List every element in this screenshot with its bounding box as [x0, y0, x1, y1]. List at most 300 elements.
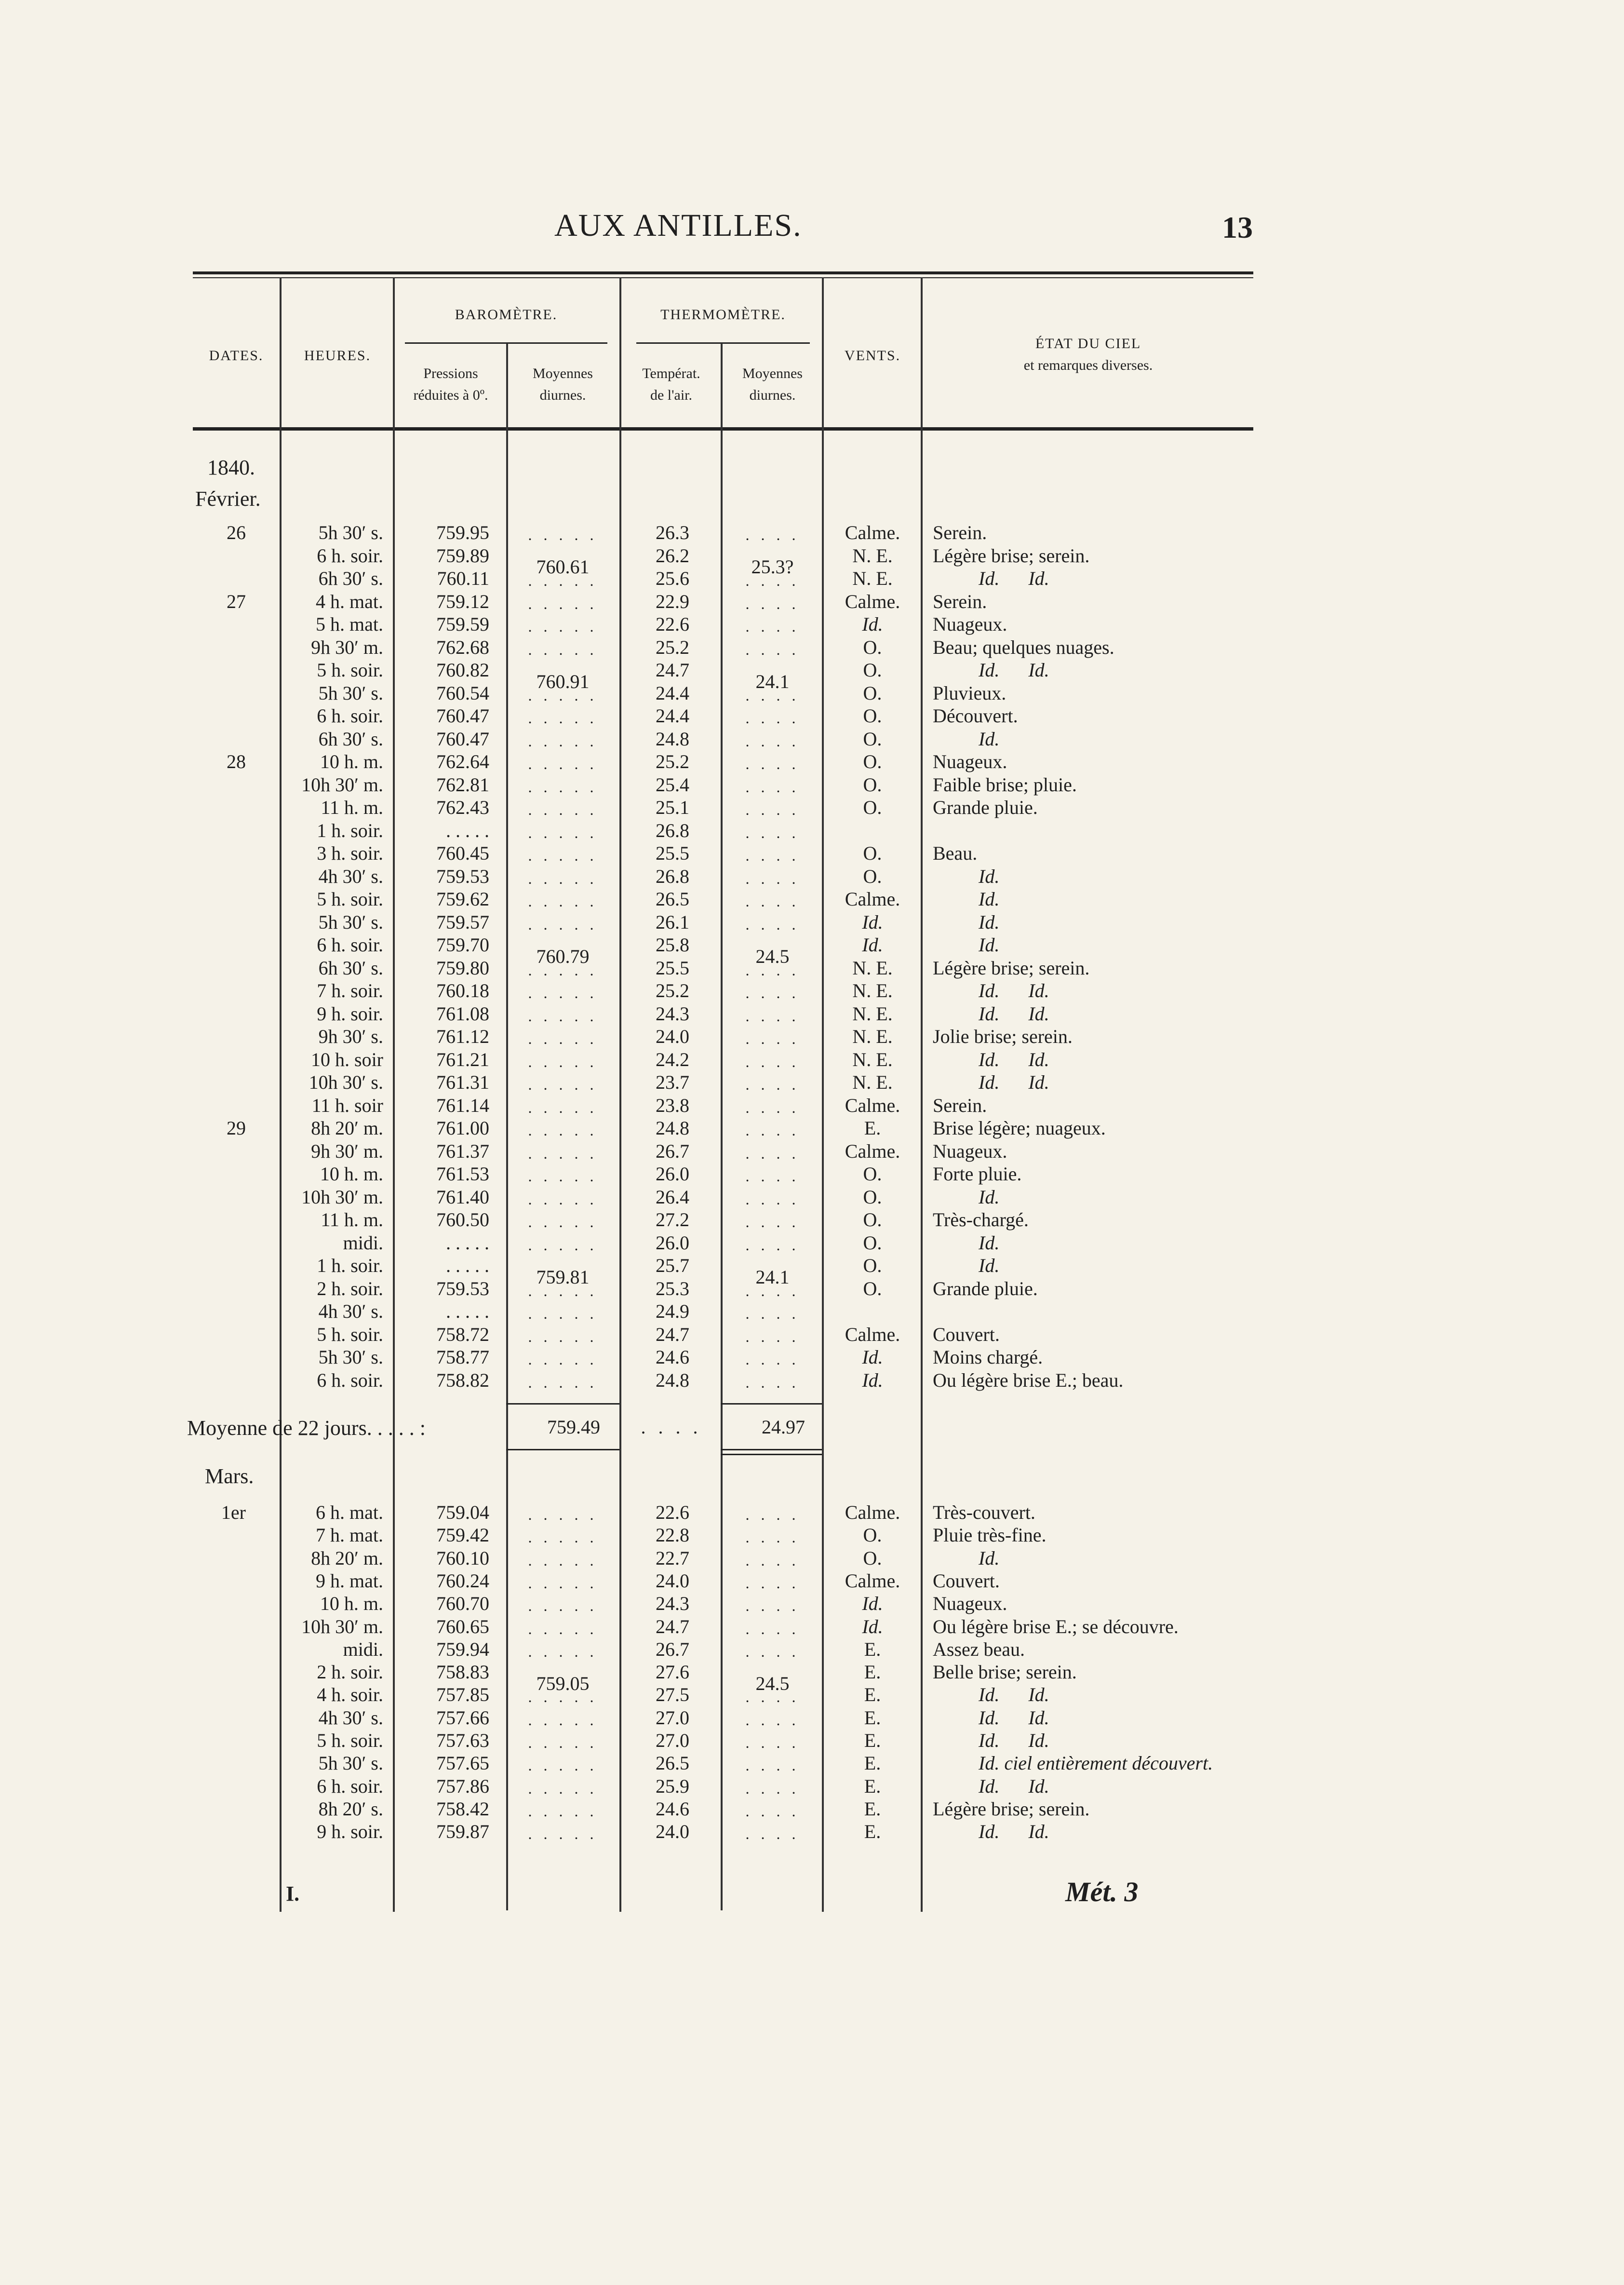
etat-cell: Nuageux.	[933, 613, 1007, 635]
col-divider-4	[619, 277, 621, 1912]
etat-cell: Très-couvert.	[933, 1501, 1035, 1523]
temperature-cell: 22.6	[656, 613, 689, 635]
vent-cell: E.	[864, 1706, 881, 1729]
temp-moyenne-dots: . . . .	[745, 1757, 800, 1774]
etat-cell: Serein.	[933, 590, 987, 612]
heure-cell: 4h 30′ s.	[318, 865, 383, 887]
vent-cell: N. E.	[852, 1048, 893, 1070]
pression-cell: 761.21	[436, 1048, 489, 1070]
vent-cell: Calme.	[845, 522, 900, 543]
vent-cell: Calme.	[845, 1501, 900, 1523]
average-top-rule	[506, 1403, 619, 1405]
pression-cell: 760.10	[436, 1547, 489, 1569]
pression-moyenne-dots: . . . . .	[528, 1236, 598, 1254]
temp-moyenne-dots: . . . .	[745, 1122, 800, 1139]
vent-cell: Id.	[862, 613, 883, 635]
pression-moyenne-dots: . . . . .	[528, 1007, 598, 1025]
temperature-cell: 22.6	[656, 1501, 689, 1523]
heure-cell: 4 h. soir.	[317, 1684, 383, 1706]
temperature-cell: 24.8	[656, 1369, 689, 1391]
temperat-label-2: de l'air.	[650, 387, 693, 403]
heure-cell: 3 h. soir.	[317, 842, 383, 864]
vent-cell: Id.	[862, 1346, 883, 1368]
pression-cell: 759.53	[436, 1277, 489, 1299]
temperature-cell: 24.9	[656, 1300, 689, 1322]
temperature-cell: 24.2	[656, 1048, 689, 1070]
heure-cell: 10h 30′ m.	[301, 773, 383, 796]
vent-cell: E.	[864, 1661, 881, 1683]
running-title: AUX ANTILLES.	[554, 208, 802, 243]
temp-moyenne-dots: . . . .	[745, 1144, 800, 1162]
pression-cell: 762.68	[436, 636, 489, 658]
pression-cell: 760.18	[436, 980, 489, 1001]
etat-cell: Couvert.	[933, 1569, 1000, 1592]
vent-cell: E.	[864, 1821, 881, 1843]
etat-cell: Légère brise; serein.	[933, 544, 1090, 567]
average-top-rule-2	[721, 1403, 822, 1405]
temperature-cell: 24.0	[656, 1821, 689, 1843]
etat-cell: Couvert.	[933, 1323, 1000, 1345]
heure-cell: 5 h. soir.	[317, 659, 383, 681]
col-t-moyennes-header	[723, 363, 822, 406]
vent-cell: Calme.	[845, 1323, 900, 1345]
pression-cell: 760.45	[436, 842, 489, 864]
page-number: 13	[1222, 210, 1253, 244]
temperature-cell: 25.2	[656, 980, 689, 1001]
temp-moyenne-cell: 24.5	[755, 1672, 790, 1694]
pression-cell: 757.65	[436, 1752, 489, 1774]
pression-moyenne-dots: . . . . .	[528, 1506, 598, 1523]
t-moyennes-label-2: diurnes.	[749, 387, 796, 403]
pression-moyenne-dots: . . . . .	[528, 1779, 598, 1797]
etat-cell: Id. Id.	[979, 568, 1049, 589]
etat-cell: Id.	[979, 865, 1000, 887]
pression-moyenne-dots: . . . . .	[528, 801, 598, 818]
pression-moyenne-dots: . . . . .	[528, 1351, 598, 1368]
pression-moyenne-dots: . . . . .	[528, 778, 598, 796]
temperature-cell: 27.2	[656, 1209, 689, 1230]
etat-cell: Id.	[979, 728, 1000, 750]
temp-moyenne-dots: . . . .	[745, 915, 800, 933]
temp-moyenne-dots: . . . .	[745, 1236, 800, 1254]
etat-cell: Id. Id.	[979, 1048, 1049, 1070]
etat-cell: Id. Id.	[979, 1730, 1049, 1751]
vent-cell: Calme.	[845, 1094, 900, 1116]
etat-cell: Id.	[979, 1231, 1000, 1254]
temp-moyenne-dots: . . . .	[745, 1351, 800, 1368]
pression-cell: . . . . .	[446, 1231, 489, 1254]
etat-cell: Id. Id.	[979, 1706, 1049, 1729]
pression-cell: 760.11	[437, 568, 489, 589]
etat-cell: Serein.	[933, 522, 987, 543]
vent-cell: E.	[864, 1730, 881, 1751]
temp-moyenne-dots: . . . .	[745, 1167, 800, 1185]
col-divider-3	[506, 343, 508, 1910]
temperature-cell: 26.8	[656, 819, 689, 841]
etat-cell: Id. Id.	[979, 980, 1049, 1001]
vent-cell: O.	[863, 1547, 882, 1569]
year-label: 1840.	[207, 456, 255, 479]
temperature-cell: 24.8	[656, 728, 689, 750]
etat-cell: Ou légère brise E.; se découvre.	[933, 1615, 1179, 1637]
heure-cell: 9h 30′ m.	[311, 1140, 383, 1162]
heure-cell: 9h 30′ s.	[318, 1026, 383, 1047]
pression-moyenne-dots: . . . . .	[528, 1528, 598, 1546]
vent-cell: Calme.	[845, 1140, 900, 1162]
t-moyennes-label-1: Moyennes	[742, 365, 803, 381]
pression-cell: 759.62	[436, 888, 489, 910]
vent-cell: E.	[864, 1638, 881, 1660]
vent-cell: Id.	[862, 1615, 883, 1637]
temperature-cell: 25.4	[656, 773, 689, 796]
vent-cell: O.	[863, 1255, 882, 1276]
etat-cell: Id. ciel entièrement découvert.	[979, 1752, 1213, 1774]
pression-cell: 760.65	[436, 1615, 489, 1637]
etat-cell: Très-chargé.	[933, 1209, 1029, 1230]
etat-cell: Beau.	[933, 842, 978, 864]
heure-cell: 2 h. soir.	[317, 1277, 383, 1299]
heure-cell: 11 h. m.	[321, 797, 383, 818]
date-cell: 28	[227, 751, 246, 772]
pression-cell: 757.85	[436, 1684, 489, 1706]
heure-cell: 5h 30′ s.	[318, 1752, 383, 1774]
heure-cell: 10 h. soir	[311, 1048, 383, 1070]
temperature-cell: 26.5	[656, 888, 689, 910]
heure-cell: 11 h. soir	[311, 1094, 383, 1116]
pression-moyenne-cell: 760.79	[536, 945, 590, 967]
vent-cell: O.	[863, 751, 882, 772]
temperature-cell: 24.8	[656, 1117, 689, 1139]
pression-moyenne-dots: . . . . .	[528, 572, 598, 589]
pression-cell: 761.08	[436, 1002, 489, 1025]
pression-cell: 759.59	[436, 613, 489, 635]
etat-cell: Nuageux.	[933, 1593, 1007, 1615]
temperature-cell: 27.5	[656, 1684, 689, 1706]
vent-cell: Calme.	[845, 1569, 900, 1592]
etat-cell: Id. Id.	[979, 1775, 1049, 1797]
pression-moyenne-dots: . . . . .	[528, 1167, 598, 1185]
pression-cell: 757.86	[436, 1775, 489, 1797]
pression-cell: . . . . .	[446, 1300, 489, 1322]
pression-moyenne-cell: 760.61	[536, 556, 590, 578]
pression-cell: 759.53	[436, 865, 489, 887]
col-moyennes-header	[509, 363, 617, 406]
vent-cell: Id.	[862, 1593, 883, 1615]
temp-moyenne-dots: . . . .	[745, 1711, 800, 1729]
temperature-cell: 25.9	[656, 1775, 689, 1797]
temp-moyenne-dots: . . . .	[745, 1076, 800, 1093]
date-cell: 27	[227, 590, 246, 612]
moyennes-label-1: Moyennes	[533, 365, 593, 381]
temperature-cell: 24.0	[656, 1569, 689, 1592]
heure-cell: 10 h. m.	[320, 751, 383, 772]
temp-moyenne-dots: . . . .	[745, 847, 800, 864]
pression-moyenne-dots: . . . . .	[528, 618, 598, 635]
etat-cell: Moins chargé.	[933, 1346, 1043, 1368]
vent-cell: E.	[864, 1775, 881, 1797]
heure-cell: 4 h. mat.	[316, 590, 383, 612]
col-divider-5	[721, 343, 723, 1910]
vent-cell: O.	[863, 1163, 882, 1185]
col-divider-6	[822, 277, 824, 1912]
pression-cell: . . . . .	[446, 819, 489, 841]
vent-cell: O.	[863, 1186, 882, 1208]
pression-moyenne-cell: 759.81	[536, 1266, 590, 1288]
vent-cell: O.	[863, 659, 882, 681]
pression-cell: 759.42	[436, 1524, 489, 1546]
pression-moyenne-dots: . . . . .	[528, 1757, 598, 1774]
pression-moyenne-dots: . . . . .	[528, 1213, 598, 1230]
heure-cell: 6 h. soir.	[317, 544, 383, 567]
heure-cell: 5 h. soir.	[317, 1730, 383, 1751]
heure-cell: 4h 30′ s.	[318, 1300, 383, 1322]
average-pressure: 759.49	[547, 1416, 600, 1438]
pression-moyenne-dots: . . . . .	[528, 1551, 598, 1569]
heure-cell: 1 h. soir.	[317, 819, 383, 841]
temp-moyenne-cell: 24.1	[755, 670, 790, 692]
temperature-cell: 24.3	[656, 1593, 689, 1615]
pression-moyenne-dots: . . . . .	[528, 1642, 598, 1660]
temperature-cell: 25.7	[656, 1255, 689, 1276]
pression-moyenne-dots: . . . . .	[528, 595, 598, 612]
pressions-label-2: réduites à 0º.	[413, 387, 488, 403]
pression-cell: 761.14	[436, 1094, 489, 1116]
temperature-cell: 25.6	[656, 568, 689, 589]
col-temperat-header	[622, 363, 721, 406]
pression-moyenne-dots: . . . . .	[528, 1327, 598, 1345]
pression-moyenne-dots: . . . . .	[528, 892, 598, 910]
pression-moyenne-dots: . . . . .	[528, 1030, 598, 1047]
heure-cell: 6h 30′ s.	[318, 568, 383, 589]
temperature-cell: 25.2	[656, 636, 689, 658]
temp-moyenne-dots: . . . .	[745, 1802, 800, 1820]
temp-moyenne-dots: . . . .	[745, 824, 800, 841]
temperature-cell: 26.8	[656, 865, 689, 887]
etat-cell: Légère brise; serein.	[933, 1798, 1090, 1820]
heure-cell: 6 h. soir.	[317, 934, 383, 956]
pression-cell: 759.04	[436, 1501, 489, 1523]
etat-cell: Id. Id.	[979, 1071, 1049, 1093]
temp-moyenne-dots: . . . .	[745, 984, 800, 1001]
temp-moyenne-dots: . . . .	[745, 572, 800, 589]
vent-cell: N. E.	[852, 544, 893, 567]
pression-cell: 760.24	[436, 1569, 489, 1592]
col-divider-2	[393, 277, 395, 1912]
temp-moyenne-dots: . . . .	[745, 1190, 800, 1208]
temp-moyenne-dots: . . . .	[745, 1688, 800, 1706]
heure-cell: 11 h. m.	[321, 1209, 383, 1230]
pression-cell: 760.54	[436, 682, 489, 704]
heure-cell: 4h 30′ s.	[318, 1706, 383, 1729]
temp-moyenne-dots: . . . .	[745, 1098, 800, 1116]
top-rule-thick	[193, 271, 1253, 274]
pression-moyenne-dots: . . . . .	[528, 1574, 598, 1592]
etat-cell: Pluvieux.	[933, 682, 1007, 704]
temperature-cell: 26.3	[656, 522, 689, 543]
temp-moyenne-dots: . . . .	[745, 1642, 800, 1660]
temperature-cell: 26.4	[656, 1186, 689, 1208]
pression-cell: 757.63	[436, 1730, 489, 1751]
heure-cell: 10 h. m.	[320, 1593, 383, 1615]
temp-moyenne-dots: . . . .	[745, 1506, 800, 1523]
vent-cell: O.	[863, 773, 882, 796]
pression-moyenne-dots: . . . . .	[528, 1144, 598, 1162]
vent-cell: N. E.	[852, 1071, 893, 1093]
vent-cell: N. E.	[852, 980, 893, 1001]
col-barometre-header: BAROMÈTRE.	[455, 307, 558, 323]
heure-cell: midi.	[343, 1638, 383, 1660]
col-divider-1	[280, 277, 282, 1912]
vent-cell: O.	[863, 1524, 882, 1546]
heure-cell: 5h 30′ s.	[318, 1346, 383, 1368]
pression-cell: 761.31	[436, 1071, 489, 1093]
temperature-cell: 27.6	[656, 1661, 689, 1683]
temperature-cell: 22.9	[656, 590, 689, 612]
col-dates-header: DATES.	[209, 348, 264, 364]
pression-cell: 760.70	[436, 1593, 489, 1615]
vent-cell: O.	[863, 636, 882, 658]
footer-signature-left: I.	[286, 1882, 300, 1906]
etat-cell: Grande pluie.	[933, 1277, 1038, 1299]
temp-moyenne-dots: . . . .	[745, 1825, 800, 1843]
temperature-cell: 25.8	[656, 934, 689, 956]
pression-cell: 759.95	[436, 522, 489, 543]
heure-cell: 9 h. mat.	[316, 1569, 383, 1592]
footer-signature-right: Mét. 3	[1065, 1876, 1139, 1907]
temperature-cell: 24.6	[656, 1346, 689, 1368]
vent-cell: E.	[864, 1798, 881, 1820]
pression-moyenne-dots: . . . . .	[528, 1282, 598, 1299]
temp-moyenne-dots: . . . .	[745, 709, 800, 727]
pression-moyenne-dots: . . . . .	[528, 1802, 598, 1820]
temperature-cell: 26.0	[656, 1231, 689, 1254]
vent-cell: Id.	[862, 1369, 883, 1391]
temperature-cell: 24.0	[656, 1026, 689, 1047]
etat-cell: Pluie très-fine.	[933, 1524, 1047, 1546]
pression-moyenne-dots: . . . . .	[528, 961, 598, 979]
vent-cell: O.	[863, 842, 882, 864]
pression-moyenne-dots: . . . . .	[528, 1711, 598, 1729]
pression-cell: 759.94	[436, 1638, 489, 1660]
etat-cell: Faible brise; pluie.	[933, 773, 1077, 796]
vent-cell: Calme.	[845, 590, 900, 612]
vent-cell: O.	[863, 1231, 882, 1254]
temperature-cell: 26.7	[656, 1638, 689, 1660]
etat-cell: Nuageux.	[933, 1140, 1007, 1162]
temperat-label-1: Températ.	[642, 365, 700, 381]
pression-cell: 760.47	[436, 705, 489, 727]
etat-cell: Découvert.	[933, 705, 1018, 727]
pression-cell: 758.77	[436, 1346, 489, 1368]
etat-label-2: et remarques diverses.	[1023, 357, 1153, 373]
vent-cell: Id.	[862, 911, 883, 933]
heure-cell: midi.	[343, 1231, 383, 1254]
pression-cell: 761.00	[436, 1117, 489, 1139]
temp-moyenne-dots: . . . .	[745, 1779, 800, 1797]
vent-cell: N. E.	[852, 1026, 893, 1047]
temperature-cell: 24.7	[656, 1323, 689, 1345]
etat-cell: Beau; quelques nuages.	[933, 636, 1114, 658]
etat-cell: Id. Id.	[979, 1821, 1049, 1843]
pression-cell: 761.37	[436, 1140, 489, 1162]
pression-cell: 759.87	[436, 1821, 489, 1843]
temp-moyenne-dots: . . . .	[745, 1620, 800, 1637]
heure-cell: 7 h. soir.	[317, 980, 383, 1001]
vent-cell: E.	[864, 1117, 881, 1139]
pression-moyenne-dots: . . . . .	[528, 1373, 598, 1391]
temp-moyenne-dots: . . . .	[745, 1030, 800, 1047]
pression-cell: 758.42	[436, 1798, 489, 1820]
temp-moyenne-dots: . . . .	[745, 1597, 800, 1615]
pression-moyenne-dots: . . . . .	[528, 1122, 598, 1139]
temperature-cell: 25.1	[656, 797, 689, 818]
pression-moyenne-dots: . . . . .	[528, 915, 598, 933]
col-pressions-header	[395, 363, 506, 406]
heure-cell: 6h 30′ s.	[318, 728, 383, 750]
pression-moyenne-dots: . . . . .	[528, 1190, 598, 1208]
etat-cell: Id.	[979, 1255, 1000, 1276]
heure-cell: 9h 30′ m.	[311, 636, 383, 658]
pression-moyenne-dots: . . . . .	[528, 526, 598, 543]
temperature-cell: 24.7	[656, 1615, 689, 1637]
etat-cell: Légère brise; serein.	[933, 957, 1090, 979]
pression-moyenne-dots: . . . . .	[528, 824, 598, 841]
pression-moyenne-dots: . . . . .	[528, 1305, 598, 1322]
heure-cell: 8h 20′ m.	[311, 1117, 383, 1139]
pression-moyenne-dots: . . . . .	[528, 1076, 598, 1093]
pression-cell: 762.81	[436, 773, 489, 796]
temp-moyenne-dots: . . . .	[745, 732, 800, 750]
vent-cell: O.	[863, 797, 882, 818]
temp-moyenne-dots: . . . .	[745, 1551, 800, 1569]
col-heures-header: HEURES.	[304, 348, 371, 364]
heure-cell: 9 h. soir.	[317, 1821, 383, 1843]
average-bottom-rule-3	[721, 1454, 822, 1455]
pression-moyenne-dots: . . . . .	[528, 640, 598, 658]
etat-cell: Id.	[979, 1186, 1000, 1208]
temperature-cell: 22.7	[656, 1547, 689, 1569]
etat-cell: Serein.	[933, 1094, 987, 1116]
temp-moyenne-dots: . . . .	[745, 618, 800, 635]
temp-moyenne-dots: . . . .	[745, 1574, 800, 1592]
temperature-cell: 24.4	[656, 705, 689, 727]
etat-cell: Assez beau.	[933, 1638, 1025, 1660]
pression-moyenne-dots: . . . . .	[528, 1053, 598, 1070]
top-rule-thin	[193, 277, 1253, 278]
temp-moyenne-dots: . . . .	[745, 640, 800, 658]
heure-cell: 8h 20′ m.	[311, 1547, 383, 1569]
temp-moyenne-cell: 25.3?	[751, 556, 794, 578]
etat-cell: Id. Id.	[979, 659, 1049, 681]
pression-cell: 762.64	[436, 751, 489, 772]
temperature-cell: 27.0	[656, 1706, 689, 1729]
date-cell: 29	[227, 1117, 246, 1139]
temperature-cell: 26.0	[656, 1163, 689, 1185]
pression-cell: 759.70	[436, 934, 489, 956]
temperature-cell: 27.0	[656, 1730, 689, 1751]
vent-cell: Id.	[862, 934, 883, 956]
pression-moyenne-dots: . . . . .	[528, 732, 598, 750]
temperature-cell: 26.1	[656, 911, 689, 933]
thermometre-group-line	[636, 342, 810, 344]
heure-cell: 10h 30′ m.	[301, 1615, 383, 1637]
temperature-cell: 24.4	[656, 682, 689, 704]
pression-cell: 759.89	[436, 544, 489, 567]
pression-moyenne-cell: 760.91	[536, 670, 590, 692]
pression-cell: 758.82	[436, 1369, 489, 1391]
pression-moyenne-dots: . . . . .	[528, 1597, 598, 1615]
temp-moyenne-dots: . . . .	[745, 778, 800, 796]
